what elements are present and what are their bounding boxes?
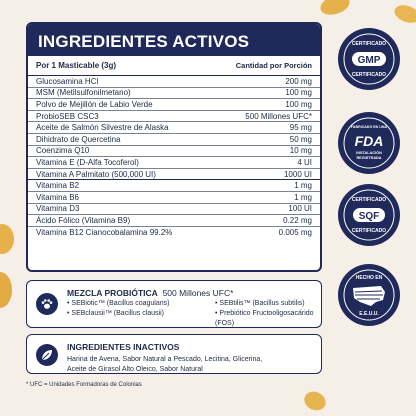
chew-blob [318, 0, 352, 18]
ingredient-value: 4 UI [297, 157, 312, 167]
table-header [28, 56, 320, 76]
active-ingredients-panel [26, 22, 322, 272]
ingredient-value: 500 Millones UFC* [245, 111, 312, 121]
probiotic-list [67, 299, 317, 329]
ingredient-row [28, 215, 320, 227]
panel-title: INGREDIENTES ACTIVOS [28, 24, 320, 56]
ingredient-row [28, 99, 320, 111]
fda-registered-badge [338, 112, 400, 174]
badge-bottom: E.E.U.U. [359, 311, 379, 317]
badge-main: FDA [354, 133, 384, 149]
ingredient-value: 1 mg [294, 192, 312, 202]
badge-top: FABRICADO EN UNA [350, 125, 388, 129]
ingredient-name: Polvo de Mejillón de Labio Verde [36, 99, 153, 109]
usa-map-icon [353, 286, 385, 306]
badge-bottom: CERTIFICADO [351, 72, 387, 78]
amount-label: Cantidad por Porción [235, 61, 312, 70]
ingredient-name: ProbioSEB CSC3 [36, 111, 99, 121]
ingredient-name: Vitamina B12 Cianocobalamina 99.2% [36, 228, 173, 238]
badge-main: SQF [358, 211, 380, 222]
list-item: • SEBiotic™ (Bacillus coagulans) [67, 300, 170, 307]
made-in-usa-badge [338, 264, 400, 326]
ingredient-name: Vitamina B2 [36, 181, 79, 191]
ingredient-name: Vitamina D3 [36, 204, 80, 214]
list-item: • SEBtilis™ (Bacillus subtilis) [215, 300, 305, 307]
ingredient-value: 10 mg [289, 146, 312, 156]
ingredient-name: Vitamina E (D-Alfa Tocoferol) [36, 157, 139, 167]
ingredient-row [28, 157, 320, 169]
ingredient-name: Aceite de Salmón Silvestre de Alaska [36, 123, 169, 133]
ingredient-row [28, 146, 320, 158]
probiotic-amount: 500 Millones UFC* [162, 288, 234, 298]
ingredient-name: Glucosamina HCl [36, 76, 99, 86]
ingredient-name: Ácido Fólico (Vitamina B9) [36, 215, 131, 225]
chew-blob [301, 388, 329, 414]
ingredient-value: 50 mg [289, 134, 312, 144]
list-item: • SEBclausii™ (Bacillus clausii) [67, 310, 164, 317]
ingredient-row [28, 204, 320, 216]
ingredient-value: 1 mg [294, 181, 312, 191]
badge-top: CERTIFICADO [351, 41, 387, 47]
paw-icon [36, 293, 58, 315]
footnote: * UFC = Unidades Formadoras de Colonias [26, 382, 142, 388]
ingredient-value: 1000 UI [283, 169, 312, 179]
ingredient-rows [28, 76, 320, 238]
badge-bottom: CERTIFICADO [351, 228, 387, 234]
gmp-certified-badge [338, 28, 400, 90]
ingredient-value: 100 UI [288, 204, 312, 214]
ingredient-name: MSM (Metilsulfonilmetano) [36, 88, 131, 98]
ingredient-name: Vitamina A Palmitato (500,000 UI) [36, 169, 156, 179]
ingredient-row [28, 192, 320, 204]
inactive-box [26, 334, 322, 374]
badge-main: GMP [357, 55, 381, 66]
ingredient-name: Dihidrato de Quercetina [36, 134, 121, 144]
badge-bottom: REGISTRADA [356, 156, 382, 160]
ingredient-row [28, 111, 320, 123]
chew-blob [0, 224, 14, 254]
badge-bottom: INSTALACIÓN [356, 151, 382, 155]
ingredient-row [28, 88, 320, 100]
inactive-title: INGREDIENTES INACTIVOS [67, 342, 180, 352]
badge-top: CERTIFICADO [351, 197, 387, 203]
ingredient-value: 100 mg [285, 99, 312, 109]
badge-top: HECHO EN [355, 275, 383, 281]
ingredient-row [28, 122, 320, 134]
ingredient-value: 0.005 mg [278, 228, 312, 238]
ingredient-value: 95 mg [289, 123, 312, 133]
chew-blob [392, 2, 416, 26]
ingredient-name: Vitamina B6 [36, 192, 79, 202]
leaf-icon [36, 344, 58, 366]
probiotic-title: MEZCLA PROBIÓTICA 500 Millones UFC* [67, 288, 234, 298]
ingredient-value: 100 mg [285, 88, 312, 98]
ingredient-row [28, 76, 320, 88]
inactive-text: Harina de Avena, Sabor Natural a Pescado, Lecitina, Glicerina, Aceite de Girasol Alto Oleico, Sabor Natural [67, 356, 263, 373]
list-item: • Prebiótico Fructooligosacárido (FOS) [215, 310, 314, 327]
ingredient-row [28, 169, 320, 181]
ingredient-name: Coenzima Q10 [36, 146, 90, 156]
sqf-certified-badge [338, 184, 400, 246]
probiotic-box [26, 280, 322, 328]
ingredient-row [28, 180, 320, 192]
ingredient-row [28, 134, 320, 146]
serving-label: Por 1 Masticable (3g) [36, 61, 117, 70]
chew-blob [0, 272, 12, 308]
ingredient-value: 0.22 mg [283, 215, 312, 225]
ingredient-value: 200 mg [285, 76, 312, 86]
ingredient-row [28, 227, 320, 239]
